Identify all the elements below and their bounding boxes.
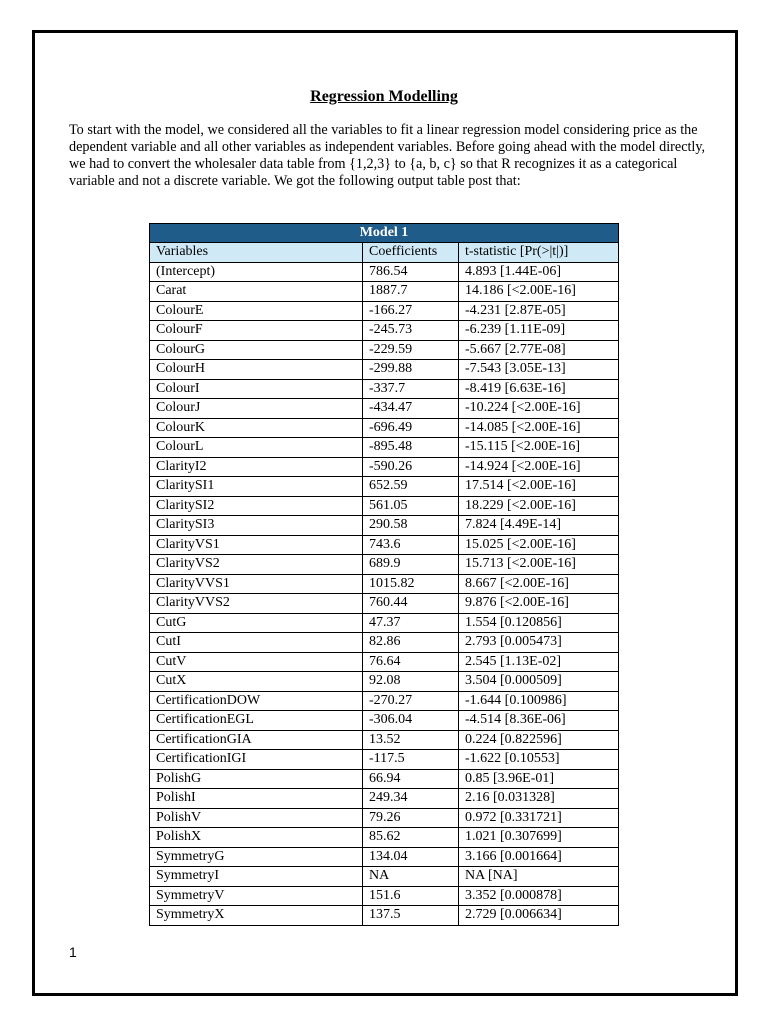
variable-cell: ColourF: [150, 321, 363, 341]
t-statistic-cell: 7.824 [4.49E-14]: [459, 516, 619, 536]
coefficient-cell: -306.04: [363, 711, 459, 731]
t-statistic-cell: 3.352 [0.000878]: [459, 886, 619, 906]
table-row: [150, 769, 619, 789]
coefficient-cell: 760.44: [363, 594, 459, 614]
table-row: [150, 262, 619, 282]
document-title: Regression Modelling: [310, 88, 458, 105]
table-row: [150, 730, 619, 750]
header-t-statistic: t-statistic [Pr(>|t|)]: [459, 243, 619, 263]
table-row: [150, 301, 619, 321]
coefficient-cell: 561.05: [363, 496, 459, 516]
t-statistic-cell: 14.186 [<2.00E-16]: [459, 282, 619, 302]
coefficient-cell: -337.7: [363, 379, 459, 399]
t-statistic-cell: -8.419 [6.63E-16]: [459, 379, 619, 399]
table-row: [150, 282, 619, 302]
t-statistic-cell: -7.543 [3.05E-13]: [459, 360, 619, 380]
variable-cell: PolishV: [150, 808, 363, 828]
table-row: [150, 457, 619, 477]
t-statistic-cell: 0.224 [0.822596]: [459, 730, 619, 750]
table-row: [150, 613, 619, 633]
t-statistic-cell: 3.504 [0.000509]: [459, 672, 619, 692]
variable-cell: SymmetryI: [150, 867, 363, 887]
table-row: [150, 867, 619, 887]
table-caption-row: [150, 224, 619, 243]
coefficient-cell: -590.26: [363, 457, 459, 477]
variable-cell: (Intercept): [150, 262, 363, 282]
t-statistic-cell: 15.713 [<2.00E-16]: [459, 555, 619, 575]
table-row: [150, 672, 619, 692]
table-row: [150, 652, 619, 672]
t-statistic-cell: -10.224 [<2.00E-16]: [459, 399, 619, 419]
coefficient-cell: 79.26: [363, 808, 459, 828]
page-number: 1: [69, 944, 77, 960]
variable-cell: PolishG: [150, 769, 363, 789]
coefficient-cell: 85.62: [363, 828, 459, 848]
table-row: [150, 516, 619, 536]
variable-cell: CutV: [150, 652, 363, 672]
table-row: [150, 340, 619, 360]
header-variables: Variables: [150, 243, 363, 263]
variable-cell: CertificationIGI: [150, 750, 363, 770]
t-statistic-cell: 2.16 [0.031328]: [459, 789, 619, 809]
table-row: [150, 886, 619, 906]
coefficient-cell: 137.5: [363, 906, 459, 926]
table-row: [150, 477, 619, 497]
variable-cell: ClaritySI3: [150, 516, 363, 536]
coefficient-cell: 76.64: [363, 652, 459, 672]
coefficient-cell: 249.34: [363, 789, 459, 809]
t-statistic-cell: -6.239 [1.11E-09]: [459, 321, 619, 341]
variable-cell: SymmetryX: [150, 906, 363, 926]
coefficient-cell: -229.59: [363, 340, 459, 360]
variable-cell: ColourL: [150, 438, 363, 458]
variable-cell: CertificationEGL: [150, 711, 363, 731]
coefficient-cell: 743.6: [363, 535, 459, 555]
variable-cell: ColourI: [150, 379, 363, 399]
t-statistic-cell: 8.667 [<2.00E-16]: [459, 574, 619, 594]
coefficient-cell: 92.08: [363, 672, 459, 692]
table-row: [150, 321, 619, 341]
t-statistic-cell: -1.622 [0.10553]: [459, 750, 619, 770]
variable-cell: ColourE: [150, 301, 363, 321]
t-statistic-cell: -4.514 [8.36E-06]: [459, 711, 619, 731]
t-statistic-cell: -15.115 [<2.00E-16]: [459, 438, 619, 458]
t-statistic-cell: 2.729 [0.006634]: [459, 906, 619, 926]
t-statistic-cell: 0.85 [3.96E-01]: [459, 769, 619, 789]
table-row: [150, 828, 619, 848]
table-row: [150, 633, 619, 653]
coefficient-cell: 13.52: [363, 730, 459, 750]
table-row: [150, 418, 619, 438]
t-statistic-cell: -14.924 [<2.00E-16]: [459, 457, 619, 477]
coefficient-cell: -166.27: [363, 301, 459, 321]
variable-cell: SymmetryG: [150, 847, 363, 867]
variable-cell: ClarityVVS1: [150, 574, 363, 594]
variable-cell: ColourG: [150, 340, 363, 360]
t-statistic-cell: 18.229 [<2.00E-16]: [459, 496, 619, 516]
table-row: [150, 438, 619, 458]
coefficient-cell: -696.49: [363, 418, 459, 438]
table-row: [150, 574, 619, 594]
coefficient-cell: -245.73: [363, 321, 459, 341]
variable-cell: Carat: [150, 282, 363, 302]
t-statistic-cell: 1.021 [0.307699]: [459, 828, 619, 848]
coefficient-cell: 66.94: [363, 769, 459, 789]
coefficient-cell: -895.48: [363, 438, 459, 458]
t-statistic-cell: 9.876 [<2.00E-16]: [459, 594, 619, 614]
variable-cell: ClarityI2: [150, 457, 363, 477]
variable-cell: PolishI: [150, 789, 363, 809]
regression-table: [149, 223, 619, 926]
coefficient-cell: -117.5: [363, 750, 459, 770]
variable-cell: CertificationDOW: [150, 691, 363, 711]
table-row: [150, 847, 619, 867]
variable-cell: CutX: [150, 672, 363, 692]
intro-paragraph: To start with the model, we considered all the variables to fit a linear regression model considering price as the dependent variable and all other variables as independent variables. Before going ahead with the model directly, we had to convert the wholesaler data table from {1,2,3} to {a, b, c} so that R recognizes it as a categorical variable and not a discrete variable. We got the following output table post that:: [69, 122, 706, 189]
t-statistic-cell: 1.554 [0.120856]: [459, 613, 619, 633]
coefficient-cell: 47.37: [363, 613, 459, 633]
table-row: [150, 535, 619, 555]
variable-cell: CutI: [150, 633, 363, 653]
table-body: [150, 262, 619, 925]
coefficient-cell: NA: [363, 867, 459, 887]
t-statistic-cell: NA [NA]: [459, 867, 619, 887]
table-row: [150, 496, 619, 516]
table-row: [150, 594, 619, 614]
header-coefficients: Coefficients: [363, 243, 459, 263]
variable-cell: ClarityVS2: [150, 555, 363, 575]
table-row: [150, 555, 619, 575]
variable-cell: SymmetryV: [150, 886, 363, 906]
t-statistic-cell: -1.644 [0.100986]: [459, 691, 619, 711]
table-row: [150, 399, 619, 419]
coefficient-cell: -434.47: [363, 399, 459, 419]
t-statistic-cell: 4.893 [1.44E-06]: [459, 262, 619, 282]
table-row: [150, 750, 619, 770]
table-caption: Model 1: [150, 224, 619, 243]
table-row: [150, 711, 619, 731]
table-row: [150, 691, 619, 711]
table-row: [150, 789, 619, 809]
coefficient-cell: 151.6: [363, 886, 459, 906]
coefficient-cell: 786.54: [363, 262, 459, 282]
coefficient-cell: -299.88: [363, 360, 459, 380]
variable-cell: ColourH: [150, 360, 363, 380]
variable-cell: CertificationGIA: [150, 730, 363, 750]
table-row: [150, 379, 619, 399]
variable-cell: PolishX: [150, 828, 363, 848]
t-statistic-cell: -4.231 [2.87E-05]: [459, 301, 619, 321]
t-statistic-cell: 0.972 [0.331721]: [459, 808, 619, 828]
variable-cell: ClaritySI2: [150, 496, 363, 516]
table-row: [150, 808, 619, 828]
t-statistic-cell: 17.514 [<2.00E-16]: [459, 477, 619, 497]
t-statistic-cell: -5.667 [2.77E-08]: [459, 340, 619, 360]
coefficient-cell: 689.9: [363, 555, 459, 575]
table-header-row: [150, 243, 619, 263]
t-statistic-cell: 2.545 [1.13E-02]: [459, 652, 619, 672]
variable-cell: ClarityVS1: [150, 535, 363, 555]
coefficient-cell: -270.27: [363, 691, 459, 711]
coefficient-cell: 290.58: [363, 516, 459, 536]
table-row: [150, 906, 619, 926]
coefficient-cell: 134.04: [363, 847, 459, 867]
coefficient-cell: 1887.7: [363, 282, 459, 302]
variable-cell: CutG: [150, 613, 363, 633]
t-statistic-cell: 15.025 [<2.00E-16]: [459, 535, 619, 555]
coefficient-cell: 82.86: [363, 633, 459, 653]
variable-cell: ColourJ: [150, 399, 363, 419]
variable-cell: ColourK: [150, 418, 363, 438]
coefficient-cell: 1015.82: [363, 574, 459, 594]
t-statistic-cell: 3.166 [0.001664]: [459, 847, 619, 867]
coefficient-cell: 652.59: [363, 477, 459, 497]
t-statistic-cell: -14.085 [<2.00E-16]: [459, 418, 619, 438]
t-statistic-cell: 2.793 [0.005473]: [459, 633, 619, 653]
variable-cell: ClaritySI1: [150, 477, 363, 497]
variable-cell: ClarityVVS2: [150, 594, 363, 614]
table-row: [150, 360, 619, 380]
